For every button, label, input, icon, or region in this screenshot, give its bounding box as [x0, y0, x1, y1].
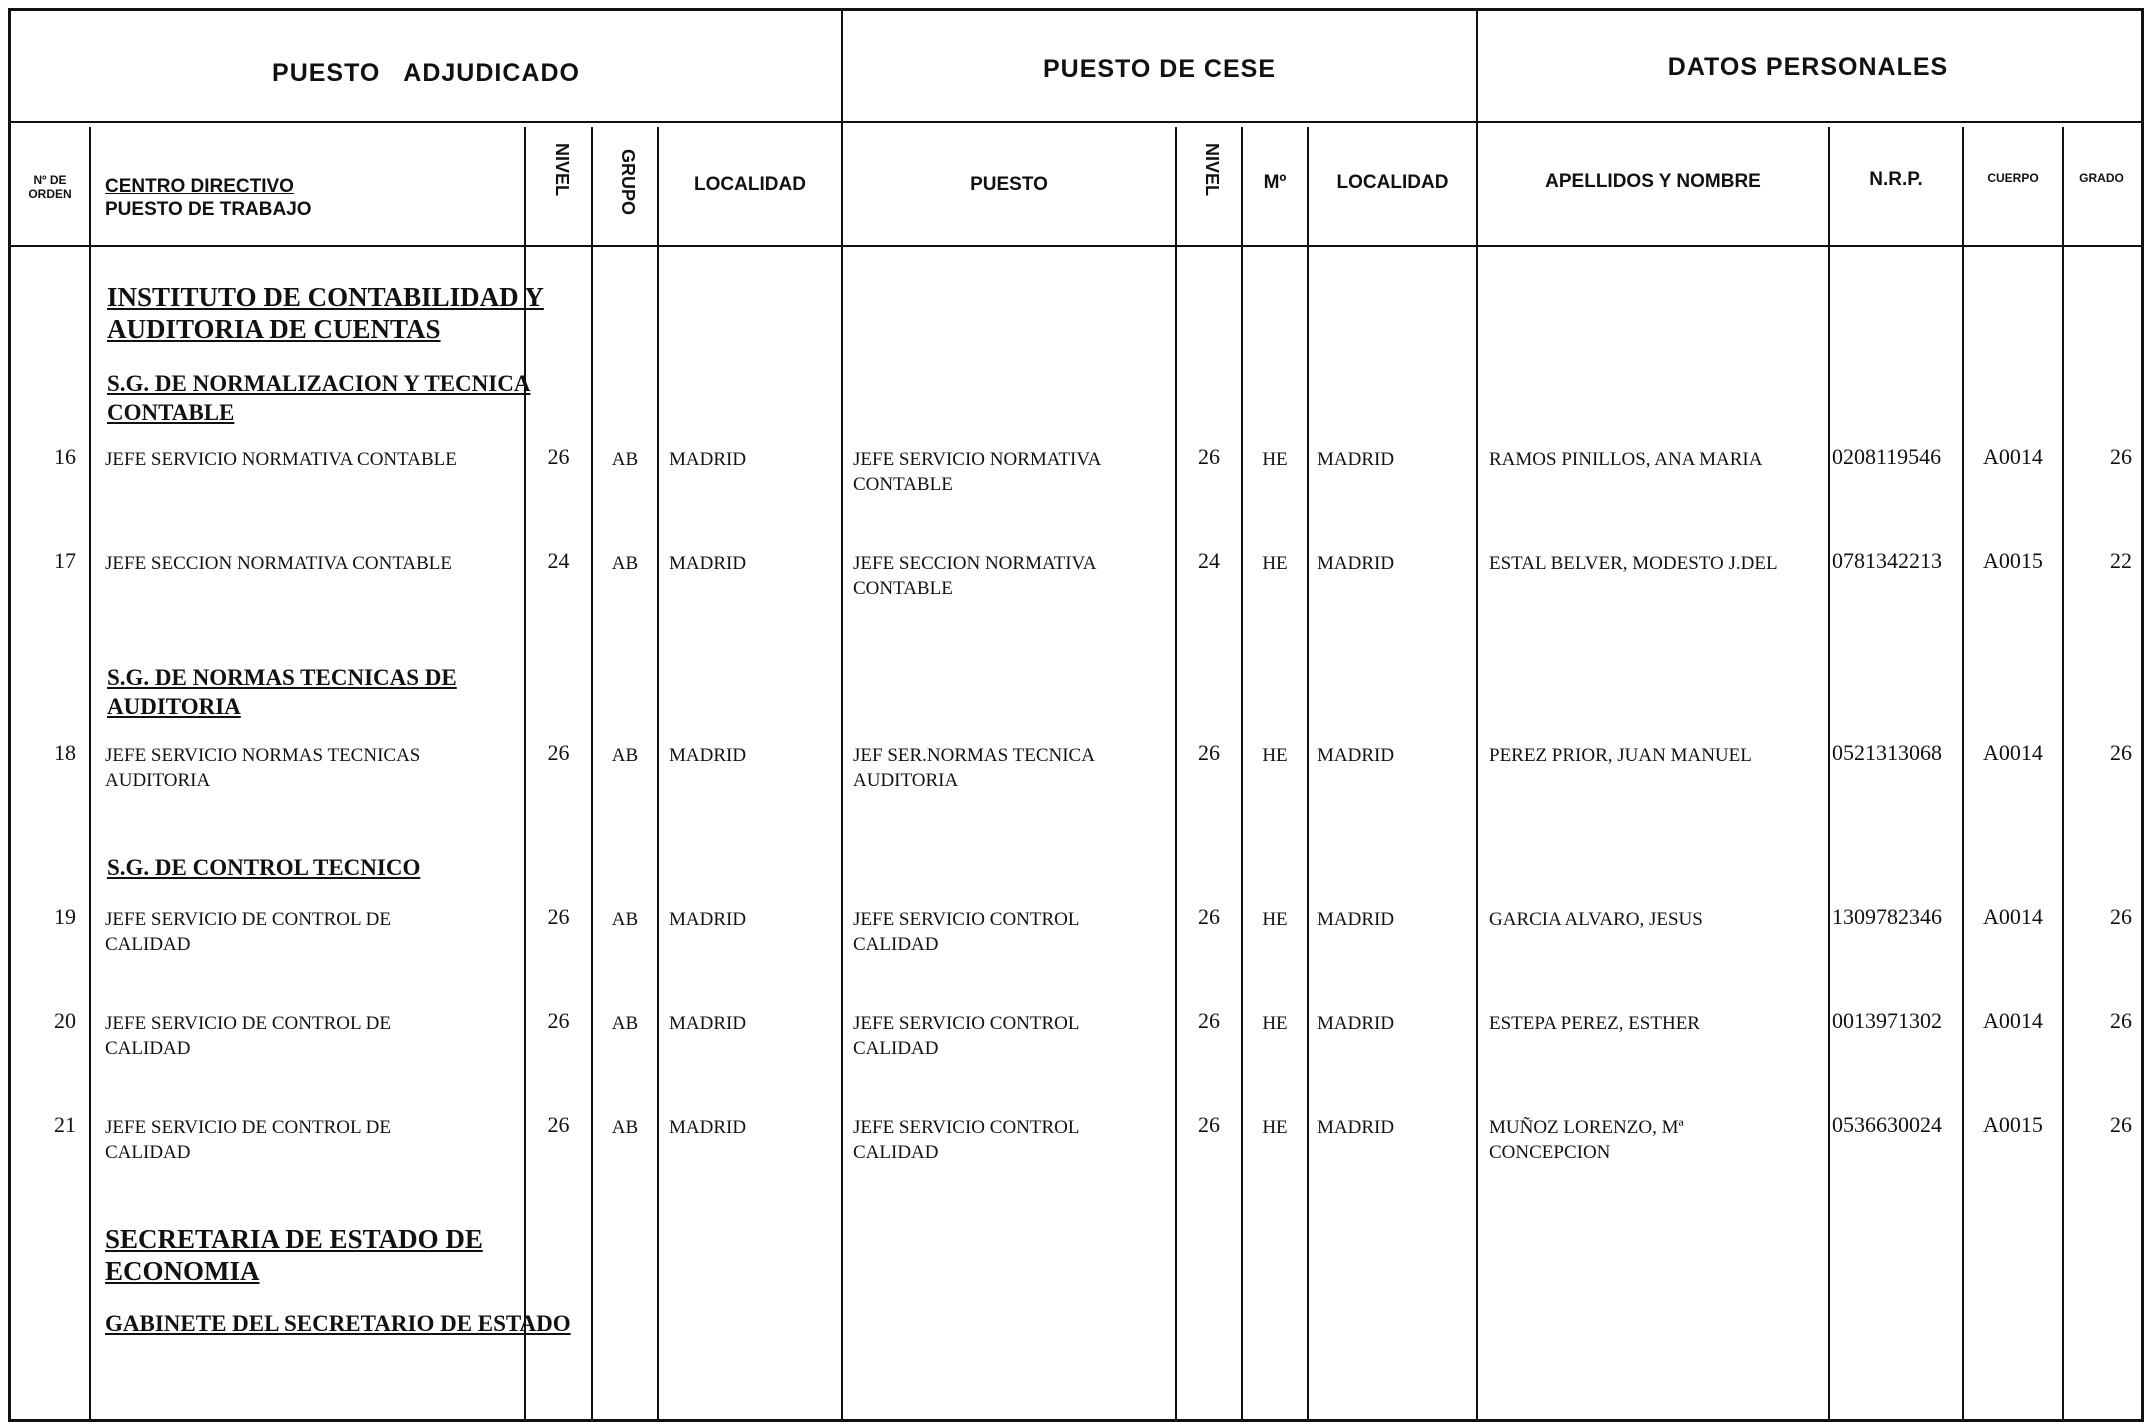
header-nrp: N.R.P.	[1869, 169, 1923, 190]
cell-orden: 19	[54, 904, 76, 929]
cell-nrp: 0013971302	[1832, 1008, 1942, 1033]
cell-grado: 22	[2110, 548, 2132, 573]
cell-nivel: 26	[547, 1008, 570, 1033]
cell-puesto-cese-line2: AUDITORIA	[853, 770, 959, 791]
cell-nivel-cese: 26	[1198, 904, 1220, 929]
cell-ministerio: HE	[1262, 553, 1288, 574]
cell-grupo: AB	[611, 449, 639, 470]
cell-apellidos-nombre	[1489, 447, 1827, 472]
section-line1: S.G. DE NORMAS TECNICAS DE	[107, 665, 457, 690]
cell-orden: 20	[54, 1008, 76, 1033]
cell-puesto-cese-line2: CALIDAD	[853, 1038, 939, 1059]
cell-puesto-trabajo-line1: JEFE SERVICIO NORMAS TECNICAS	[105, 745, 421, 766]
cell-ministerio: HE	[1262, 745, 1288, 766]
rule-col-apellidos	[1828, 127, 1830, 1419]
header-localidad: LOCALIDAD	[694, 174, 806, 195]
cell-nivel-cese: 26	[1198, 444, 1220, 469]
cell-puesto-cese	[853, 1011, 1173, 1061]
cell-puesto-cese	[853, 743, 1173, 793]
cell-nivel: 26	[547, 904, 570, 929]
cell-nrp: 0781342213	[1832, 548, 1942, 573]
section-line1: S.G. DE NORMALIZACION Y TECNICA	[107, 371, 531, 396]
cell-puesto-trabajo	[105, 743, 515, 793]
cell-cuerpo: A0014	[1983, 444, 2043, 469]
rule-col-cuerpo	[2062, 127, 2064, 1419]
header-orden-line2: ORDEN	[28, 187, 72, 201]
section-line1: SECRETARIA DE ESTADO DE	[105, 1224, 483, 1254]
section-gabinete	[105, 1309, 571, 1338]
cell-localidad: MADRID	[669, 909, 747, 930]
cell-cuerpo: A0014	[1983, 740, 2043, 765]
cell-puesto-trabajo-line1: JEFE SERVICIO DE CONTROL DE	[105, 1013, 391, 1034]
section-sg-normas-tecnicas	[107, 663, 457, 721]
cell-nrp: 0208119546	[1832, 444, 1942, 469]
cell-nivel-cese: 26	[1198, 1008, 1220, 1033]
cell-apellidos-nombre-line1: RAMOS PINILLOS, ANA MARIA	[1489, 449, 1763, 470]
cell-grado: 26	[2110, 1008, 2132, 1033]
cell-puesto-trabajo-line1: JEFE SERVICIO NORMATIVA CONTABLE	[105, 449, 457, 470]
cell-puesto-cese-line2: CONTABLE	[853, 578, 953, 599]
cell-puesto-trabajo	[105, 551, 515, 576]
cell-puesto-trabajo-line2: CALIDAD	[105, 934, 191, 955]
header-centro-line2: PUESTO DE TRABAJO	[105, 199, 312, 220]
cell-puesto-cese-line2: CALIDAD	[853, 1142, 939, 1163]
section-line2: ECONOMIA	[105, 1256, 260, 1286]
section-line2: AUDITORIA	[107, 694, 241, 719]
cell-apellidos-nombre	[1489, 743, 1827, 768]
cell-cuerpo: A0015	[1983, 1112, 2043, 1137]
section-sg-normalizacion	[107, 369, 530, 427]
cell-apellidos-nombre	[1489, 907, 1827, 932]
cell-grado: 26	[2110, 740, 2132, 765]
cell-localidad-cese: MADRID	[1317, 745, 1395, 766]
cell-localidad-cese: MADRID	[1317, 449, 1395, 470]
cell-localidad: MADRID	[669, 449, 747, 470]
cell-apellidos-nombre	[1489, 551, 1827, 576]
header-centro	[105, 175, 312, 221]
cell-puesto-trabajo-line2: AUDITORIA	[105, 770, 211, 791]
cell-puesto-cese-line1: JEFE SERVICIO CONTROL	[853, 909, 1080, 930]
rule-group-header	[11, 121, 2141, 123]
section-sg-control-tecnico	[107, 853, 420, 882]
cell-grupo: AB	[611, 909, 639, 930]
rule-col-nivel-cese	[1241, 127, 1243, 1419]
cell-puesto-cese-line1: JEF SER.NORMAS TECNICA	[853, 745, 1095, 766]
rule-col-nrp	[1962, 127, 1964, 1419]
cell-nivel: 24	[547, 548, 570, 573]
cell-localidad-cese: MADRID	[1317, 1013, 1395, 1034]
cell-grupo: AB	[611, 745, 639, 766]
cell-puesto-trabajo-line1: JEFE SECCION NORMATIVA CONTABLE	[105, 553, 453, 574]
cell-puesto-trabajo	[105, 1011, 515, 1061]
cell-cuerpo: A0014	[1983, 1008, 2043, 1033]
section-line2: AUDITORIA DE CUENTAS	[107, 314, 441, 344]
cell-grupo: AB	[611, 553, 639, 574]
header-orden	[11, 173, 89, 201]
cell-puesto-cese	[853, 907, 1173, 957]
cell-grado: 26	[2110, 444, 2132, 469]
rule-column-header	[11, 245, 2141, 247]
cell-nivel: 26	[547, 1112, 570, 1137]
header-ministerio: Mº	[1263, 172, 1287, 193]
header-orden-line1: Nº DE	[33, 173, 67, 187]
rule-col-ministerio	[1307, 127, 1309, 1419]
assignment-table	[8, 8, 2144, 1422]
cell-nrp: 0536630024	[1832, 1112, 1942, 1137]
section-line1: INSTITUTO DE CONTABILIDAD Y	[107, 282, 544, 312]
section-line1: GABINETE DEL SECRETARIO DE ESTADO	[105, 1311, 571, 1336]
cell-apellidos-nombre	[1489, 1115, 1827, 1165]
header-centro-line1: CENTRO DIRECTIVO	[105, 176, 294, 197]
cell-nrp: 1309782346	[1832, 904, 1942, 929]
group-header-personales: DATOS PERSONALES	[1667, 53, 1949, 81]
cell-puesto-trabajo	[105, 447, 515, 472]
cell-apellidos-nombre-line1: ESTEPA PEREZ, ESTHER	[1489, 1013, 1700, 1034]
cell-apellidos-nombre-line1: PEREZ PRIOR, JUAN MANUEL	[1489, 745, 1752, 766]
cell-puesto-trabajo	[105, 1115, 515, 1165]
cell-grado: 26	[2110, 1112, 2132, 1137]
rule-col-orden	[89, 127, 91, 1419]
cell-puesto-trabajo-line2: CALIDAD	[105, 1142, 191, 1163]
cell-puesto-trabajo-line1: JEFE SERVICIO DE CONTROL DE	[105, 909, 391, 930]
rule-col-grupo	[657, 127, 659, 1419]
cell-ministerio: HE	[1262, 1013, 1288, 1034]
cell-localidad-cese: MADRID	[1317, 1117, 1395, 1138]
cell-localidad-cese: MADRID	[1317, 553, 1395, 574]
cell-apellidos-nombre-line1: GARCIA ALVARO, JESUS	[1489, 909, 1703, 930]
cell-puesto-trabajo	[105, 907, 515, 957]
cell-puesto-cese-line2: CONTABLE	[853, 474, 953, 495]
cell-cuerpo: A0014	[1983, 904, 2043, 929]
cell-puesto-cese	[853, 1115, 1173, 1165]
section-secretaria-estado	[105, 1223, 483, 1287]
header-grado: GRADO	[2079, 171, 2124, 185]
cell-grupo: AB	[611, 1117, 639, 1138]
header-cuerpo: CUERPO	[1987, 171, 2039, 185]
cell-nivel: 26	[547, 444, 570, 469]
cell-nivel-cese: 24	[1198, 548, 1220, 573]
cell-puesto-cese-line1: JEFE SECCION NORMATIVA	[853, 553, 1097, 574]
cell-puesto-trabajo-line2: CALIDAD	[105, 1038, 191, 1059]
cell-grado: 26	[2110, 904, 2132, 929]
cell-puesto-cese-line2: CALIDAD	[853, 934, 939, 955]
cell-grupo: AB	[611, 1013, 639, 1034]
cell-localidad: MADRID	[669, 553, 747, 574]
header-nivel: NIVEL	[552, 143, 572, 197]
cell-localidad: MADRID	[669, 745, 747, 766]
cell-localidad: MADRID	[669, 1013, 747, 1034]
cell-apellidos-nombre	[1489, 1011, 1827, 1036]
cell-nivel: 26	[547, 740, 570, 765]
header-grupo: GRUPO	[618, 149, 638, 216]
rule-group-adjudicado	[841, 11, 843, 1419]
cell-puesto-trabajo-line1: JEFE SERVICIO DE CONTROL DE	[105, 1117, 391, 1138]
cell-orden: 16	[54, 444, 76, 469]
cell-nivel-cese: 26	[1198, 1112, 1220, 1137]
section-line2: CONTABLE	[107, 400, 235, 425]
rule-col-nivel	[591, 127, 593, 1419]
header-apellidos: APELLIDOS Y NOMBRE	[1545, 171, 1761, 192]
cell-apellidos-nombre-line2: CONCEPCION	[1489, 1142, 1611, 1163]
cell-cuerpo: A0015	[1983, 548, 2043, 573]
cell-localidad-cese: MADRID	[1317, 909, 1395, 930]
rule-col-puesto	[1175, 127, 1177, 1419]
header-puesto: PUESTO	[970, 174, 1048, 195]
cell-ministerio: HE	[1262, 909, 1288, 930]
cell-ministerio: HE	[1262, 1117, 1288, 1138]
header-localidad-cese: LOCALIDAD	[1336, 172, 1449, 193]
cell-puesto-cese-line1: JEFE SERVICIO NORMATIVA	[853, 449, 1102, 470]
group-header-adjudicado: PUESTO ADJUDICADO	[272, 59, 580, 87]
cell-puesto-cese	[853, 551, 1173, 601]
cell-localidad: MADRID	[669, 1117, 747, 1138]
cell-apellidos-nombre-line1: MUÑOZ LORENZO, Mª	[1489, 1117, 1684, 1138]
cell-orden: 17	[54, 548, 76, 573]
cell-ministerio: HE	[1262, 449, 1288, 470]
cell-puesto-cese-line1: JEFE SERVICIO CONTROL	[853, 1013, 1080, 1034]
cell-apellidos-nombre-line1: ESTAL BELVER, MODESTO J.DEL	[1489, 553, 1778, 574]
rule-group-cese	[1476, 11, 1478, 1419]
header-nivel-cese: NIVEL	[1202, 143, 1222, 197]
cell-nrp: 0521313068	[1832, 740, 1942, 765]
cell-orden: 18	[54, 740, 76, 765]
section-line1: S.G. DE CONTROL TECNICO	[107, 855, 421, 880]
cell-puesto-cese-line1: JEFE SERVICIO CONTROL	[853, 1117, 1080, 1138]
cell-puesto-cese	[853, 447, 1173, 497]
cell-nivel-cese: 26	[1198, 740, 1220, 765]
section-instituto	[107, 281, 544, 345]
cell-orden: 21	[54, 1112, 76, 1137]
group-header-cese: PUESTO DE CESE	[1042, 55, 1277, 83]
